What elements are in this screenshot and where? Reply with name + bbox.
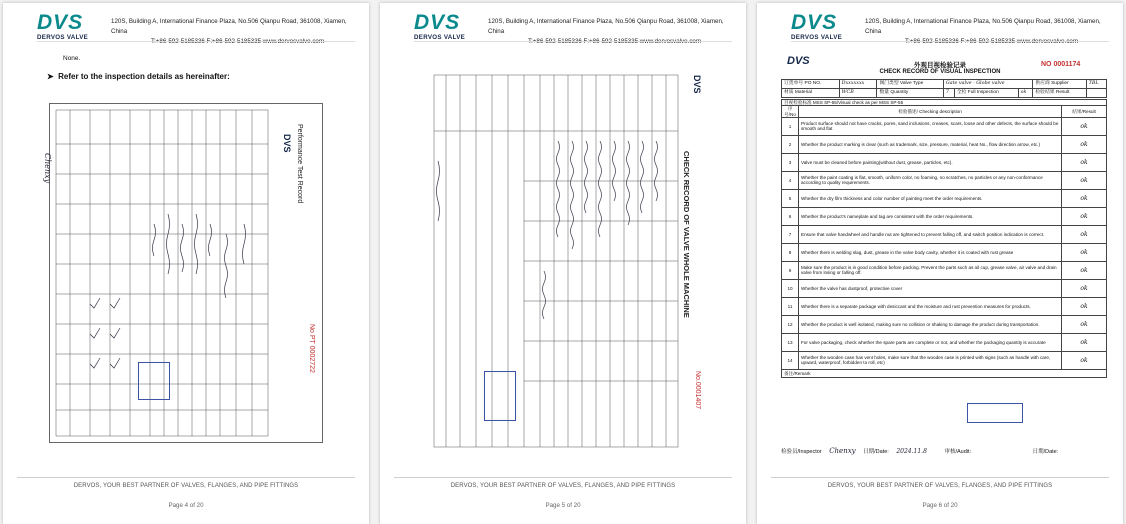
scan-title: Performance Test Record <box>296 124 303 204</box>
check-row-result: ok <box>1062 279 1107 297</box>
record-title-en: CHECK RECORD OF VISUAL INSPECTION <box>879 69 1001 75</box>
check-row-description: Product surface should not have cracks, pores, sand inclusions, creases, scars, loose and other defects, the surface should be smooth and flat <box>799 117 1062 135</box>
check-row-number: 11 <box>782 297 799 315</box>
check-row-result: ok <box>1062 243 1107 261</box>
check-row-result: ok <box>1062 153 1107 171</box>
visual-check-table: 目视检验标准 MSS SP-55/Visual check as per MSS SP-55 序号/No 检验描述/ Checking description 结果/Result 1 Product surface should not have cracks, pores, sand inclusions, creases, scars, loose and other defects, the surface should be smooth and flat ok 2 Whether the product marking is clear (such as trademark, size, pressure, material, heat No., flow direction arrow, etc.) ok 3 Valve must be cleaned before painting(without dust, grease, particles, etc). ok 4 Whether the paint coating is flat, smooth, uniform color, no foaming, no scratches, no particles or any non-conformance according to quality requirements. ok 5 Whether the dry film thickness and color number of painting meet the order requirements. ok 6 Whether the product's nameplate and tag are consistent with the order requirements. ok 7 Ensure that valve handwheel and handle nut are tightened to prevent falling off, and switch position indication is correct. ok 8 Whether there is welding slag, dust, grease in the valve body cavity, whether it is coated with rust grease ok 9 Make sure the product is in good condition before packing. Prevent the parts such as oil cup, grease valve, air valve and drain valve from losing or falling off. ok 10 Whether the valve has dustproof, protective cover ok 11 Whether there is a separate package with desiccant and the moisture and rust prevention measures for products. ok 12 Whether the product is well isolated, making sure no collision or shaking to damage the product during transportation. ok 13 For valve packaging, check whether the spare parts are complete or not, and whether the packaging quantity is accurate ok 14 Whether the wooden case has vent holes, make sure that the wooden case is printed with signs (such as handle with care, upward, waterproof, forbidden to roll, etc) ok 备注/Remark <box>781 99 1107 378</box>
scanned-test-record <box>49 103 323 443</box>
check-row <box>782 297 1107 315</box>
company-logo: DVS DERVOS VALVE <box>791 11 843 41</box>
scan-logo: DVS <box>787 55 810 67</box>
record-title-cn: 外观目视检验记录 <box>914 62 966 69</box>
inspector-signature: Chenxy <box>43 153 52 184</box>
check-row-description: Valve must be cleaned before painting(without dust, grease, particles, etc). <box>799 153 1062 171</box>
check-row <box>782 243 1107 261</box>
check-row-number: 7 <box>782 225 799 243</box>
check-row <box>782 225 1107 243</box>
signature-line: 检验员/Inspector Chenxy 日期/Date: 2024.11.8 审核/Audit: 日期/Date: <box>781 447 1059 455</box>
check-row-description: Whether the dry film thickness and color number of painting meet the order requirements. <box>799 189 1062 207</box>
check-row <box>782 171 1107 189</box>
check-row-number: 2 <box>782 135 799 153</box>
check-row <box>782 351 1107 369</box>
inspection-stamp <box>967 403 1023 423</box>
check-row-number: 1 <box>782 117 799 135</box>
check-row-description: For valve packaging, check whether the spare parts are complete or not, and whether the packaging quantity is accurate <box>799 333 1062 351</box>
page-number: Page 4 of 20 <box>168 502 204 509</box>
check-row <box>782 207 1107 225</box>
check-row-number: 8 <box>782 243 799 261</box>
check-row-description: Whether there is a separate package with desiccant and the moisture and rust prevention measures for products. <box>799 297 1062 315</box>
check-row <box>782 333 1107 351</box>
check-row-result: ok <box>1062 171 1107 189</box>
document-page-5 <box>380 3 746 524</box>
document-page-6 <box>757 3 1123 524</box>
check-row-result: ok <box>1062 189 1107 207</box>
page-number: Page 6 of 20 <box>922 502 958 509</box>
check-row-result: ok <box>1062 333 1107 351</box>
check-row-description: Whether there is welding slag, dust, grease in the valve body cavity, whether it is coated with rust grease <box>799 243 1062 261</box>
check-row-result: ok <box>1062 135 1107 153</box>
bullet-heading: ➤ Refer to the inspection details as hereinafter: <box>47 72 230 81</box>
note-text: None. <box>63 55 81 62</box>
check-row-result: ok <box>1062 207 1107 225</box>
company-logo: DVS DERVOS VALVE <box>37 11 89 41</box>
test-record-grid <box>50 104 322 442</box>
page-number: Page 5 of 20 <box>545 502 581 509</box>
check-row <box>782 261 1107 279</box>
check-row-number: 12 <box>782 315 799 333</box>
check-row-number: 10 <box>782 279 799 297</box>
inspection-stamp <box>484 371 516 421</box>
check-row-result: ok <box>1062 261 1107 279</box>
check-row-result: ok <box>1062 225 1107 243</box>
check-row-description: Whether the product's nameplate and tag are consistent with the order requirements. <box>799 207 1062 225</box>
company-address: 120S, Building A, International Finance Plaza, No.506 Qianpu Road, 361008, Xiamen, China T:+86-592-5185336 F:+86-592-5185335 www.dervosvalve.com <box>488 18 724 45</box>
check-row-description: Ensure that valve handwheel and handle nut are tightened to prevent falling off, and switch position indication is correct. <box>799 225 1062 243</box>
company-address: 120S, Building A, International Finance Plaza, No.506 Qianpu Road, 361008, Xiamen, China T:+86-592-5185336 F:+86-592-5185335 www.dervosvalve.com <box>865 18 1101 45</box>
company-address: 120S, Building A, International Finance Plaza, No.506 Qianpu Road, 361008, Xiamen, China T:+86-592-5185336 F:+86-592-5185335 www.dervosvalve.com <box>111 18 347 45</box>
check-row-number: 3 <box>782 153 799 171</box>
check-row <box>782 315 1107 333</box>
check-row-description: Whether the product marking is clear (such as trademark, size, pressure, material, heat No., flow direction arrow, etc.) <box>799 135 1062 153</box>
check-row-result: ok <box>1062 117 1107 135</box>
check-row-number: 6 <box>782 207 799 225</box>
check-row <box>782 153 1107 171</box>
check-row-result: ok <box>1062 315 1107 333</box>
check-row-result: ok <box>1062 297 1107 315</box>
page-footer: DERVOS, YOUR BEST PARTNER OF VALVES, FLANGES, AND PIPE FITTINGS <box>450 483 676 489</box>
check-row-number: 13 <box>782 333 799 351</box>
check-row-description: Make sure the product is in good condition before packing. Prevent the parts such as oil cup, grease valve, air valve and drain valve from losing or falling off. <box>799 261 1062 279</box>
check-row-number: 5 <box>782 189 799 207</box>
page-footer: DERVOS, YOUR BEST PARTNER OF VALVES, FLANGES, AND PIPE FITTINGS <box>73 483 299 489</box>
scanned-check-record <box>424 71 714 453</box>
check-row-number: 9 <box>782 261 799 279</box>
scan-logo: DVS <box>692 75 702 94</box>
check-row-result: ok <box>1062 351 1107 369</box>
check-row-description: Whether the valve has dustproof, protective cover <box>799 279 1062 297</box>
company-logo: DVS DERVOS VALVE <box>414 11 466 41</box>
check-row-description: Whether the wooden case has vent holes, make sure that the wooden case is printed with signs (such as handle with care, upward, waterproof, forbidden to roll, etc) <box>799 351 1062 369</box>
page-footer: DERVOS, YOUR BEST PARTNER OF VALVES, FLANGES, AND PIPE FITTINGS <box>827 483 1053 489</box>
inspection-stamp <box>138 362 170 400</box>
scan-record-no: No PT 0002722 <box>308 324 315 373</box>
check-row-number: 14 <box>782 351 799 369</box>
check-row <box>782 279 1107 297</box>
check-row-number: 4 <box>782 171 799 189</box>
check-row <box>782 189 1107 207</box>
check-row <box>782 135 1107 153</box>
scan-title: CHECK RECORD OF VALVE WHOLE MACHINE <box>682 151 691 318</box>
check-row <box>782 117 1107 135</box>
check-row-description: Whether the paint coating is flat, smooth, uniform color, no foaming, no scratches, no particles or any non-conformance according to quality requirements. <box>799 171 1062 189</box>
check-record-grid <box>424 71 714 453</box>
check-row-description: Whether the product is well isolated, making sure no collision or shaking to damage the product during transportation. <box>799 315 1062 333</box>
record-info-table: 订货单号 PO NO. Dxxxxxxx 阀门类型 Valve Type Gate valve - Globe valve 供应商 Supplier TBL 材质 Material WCB 数量 Quantity 7 全检 Full Inspection ok 检验结果 Result <box>781 79 1107 98</box>
document-page-4 <box>3 3 369 524</box>
scan-record-no: No.0001407 <box>694 371 701 410</box>
record-no: NO 0001174 <box>1041 61 1081 68</box>
scan-logo: DVS <box>282 134 292 153</box>
